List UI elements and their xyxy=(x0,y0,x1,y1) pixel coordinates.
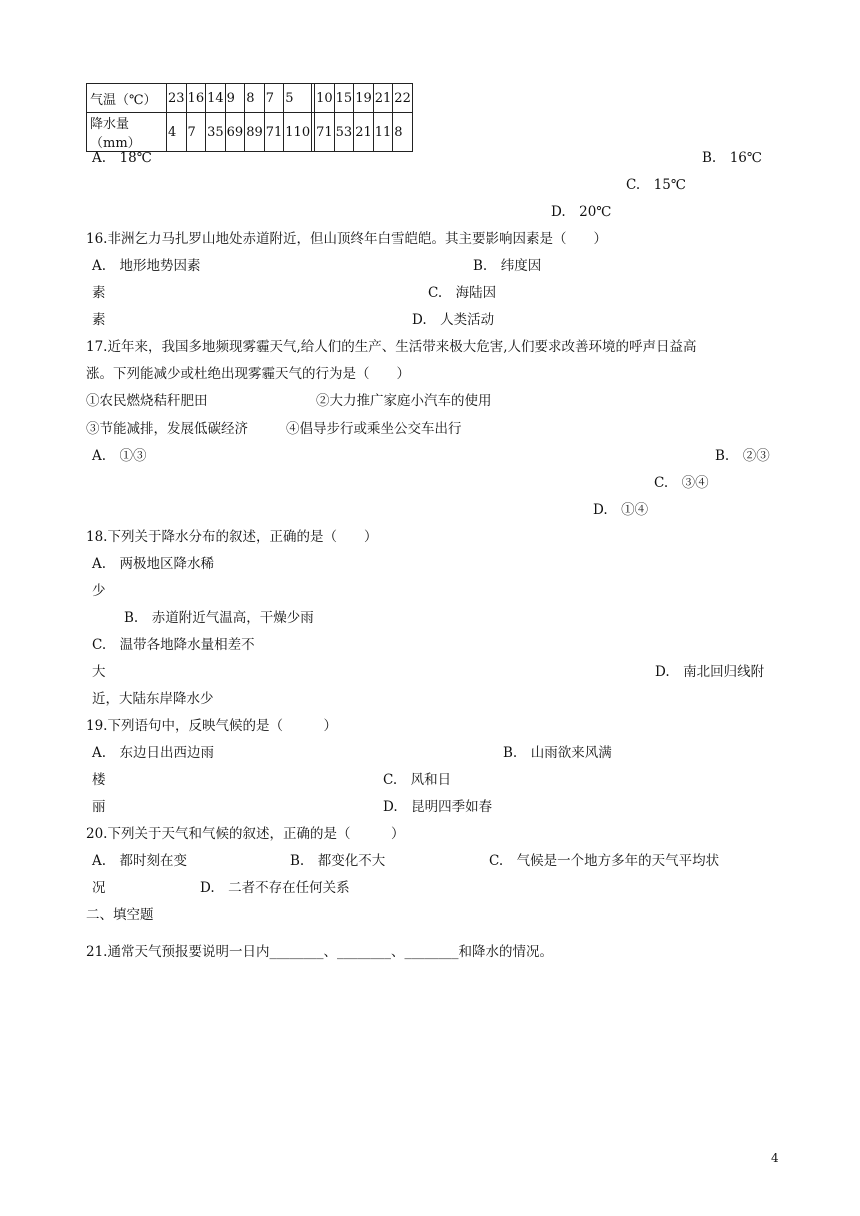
q17-stem-line1: 17.近年来，我国多地频现雾霾天气,给人们的生产、生活带来极大危害,人们要求改善环境的呼声日益高 xyxy=(86,339,697,355)
q20-option-d: D. 二者不存在任何关系 xyxy=(200,880,350,896)
q17-stem-line2: 涨。下列能减少或杜绝出现雾霾天气的行为是（ ） xyxy=(86,366,410,382)
q15-option-b: B. 16℃ xyxy=(702,150,762,166)
table-cell: 71 xyxy=(315,113,335,152)
q18-option-d: D. 南北回归线附 xyxy=(655,664,765,680)
q16-option-a: A. 地形地势因素 xyxy=(92,258,201,274)
q17-item-2: ②大力推广家庭小汽车的使用 xyxy=(316,393,492,409)
q20-option-b: B. 都变化不大 xyxy=(290,853,386,869)
q19-option-a: A. 东边日出西边雨 xyxy=(92,745,215,761)
q17-item-1: ①农民燃烧秸秆肥田 xyxy=(86,393,208,409)
page-number: 4 xyxy=(771,1151,779,1165)
q19-stem: 19.下列语句中，反映气候的是（ ） xyxy=(86,718,337,734)
q19-option-c-cont: 丽 xyxy=(92,799,106,815)
table-row-label: 气温（℃） xyxy=(87,84,167,113)
table-cell: 53 xyxy=(334,113,354,152)
table-cell: 8 xyxy=(393,113,413,152)
q18-option-a-cont: 少 xyxy=(92,583,106,599)
q16-option-d: D. 人类活动 xyxy=(412,312,495,328)
table-row xyxy=(87,113,413,152)
q17-option-b: B. ②③ xyxy=(715,448,770,464)
q20-option-c-cont: 况 xyxy=(92,880,106,896)
q18-option-c-cont: 大 xyxy=(92,664,106,680)
table-cell: 69 xyxy=(225,113,245,152)
q19-option-c: C. 风和日 xyxy=(383,772,452,788)
q17-option-d: D. ①④ xyxy=(593,502,649,518)
table-cell: 21 xyxy=(373,84,393,113)
q20-option-c: C. 气候是一个地方多年的天气平均状 xyxy=(489,853,720,869)
table-cell: 15 xyxy=(334,84,354,113)
table-cell: 110 xyxy=(284,113,312,152)
table-cell: 22 xyxy=(393,84,413,113)
q20-stem: 20.下列关于天气和气候的叙述，正确的是（ ） xyxy=(86,826,405,842)
q16-option-c: C. 海陆因 xyxy=(428,285,497,301)
q15-option-c: C. 15℃ xyxy=(626,177,686,193)
section-heading: 二、填空题 xyxy=(86,907,154,923)
q16-stem: 16.非洲乞力马扎罗山地处赤道附近，但山顶终年白雪皑皑。其主要影响因素是（ ） xyxy=(86,231,607,247)
table-cell: 7 xyxy=(186,113,206,152)
q18-option-a: A. 两极地区降水稀 xyxy=(92,556,215,572)
table-cell: 10 xyxy=(315,84,335,113)
q15-option-d: D. 20℃ xyxy=(551,204,612,220)
table-cell: 4 xyxy=(167,113,187,152)
table-cell: 16 xyxy=(186,84,206,113)
q19-option-b-cont: 楼 xyxy=(92,772,106,788)
q16-option-b: B. 纬度因 xyxy=(473,258,542,274)
q16-option-c-cont: 素 xyxy=(92,312,106,328)
table-cell: 11 xyxy=(373,113,393,152)
table-cell: 35 xyxy=(206,113,226,152)
q21-stem: 21.通常天气预报要说明一日内________、________、________和降水的情况。 xyxy=(86,944,553,960)
q16-option-b-cont: 素 xyxy=(92,285,106,301)
table-row-label: 降水量（mm） xyxy=(87,113,167,152)
q18-option-d-cont: 近，大陆东岸降水少 xyxy=(92,691,214,707)
table-cell: 19 xyxy=(354,84,374,113)
q17-option-c: C. ③④ xyxy=(654,475,709,491)
table-cell: 89 xyxy=(245,113,265,152)
q15-option-a: A. 18℃ xyxy=(92,150,152,166)
q19-option-d: D. 昆明四季如春 xyxy=(383,799,493,815)
table-cell: 23 xyxy=(167,84,187,113)
table-cell: 7 xyxy=(264,84,284,113)
table-cell: 71 xyxy=(264,113,284,152)
climate-table xyxy=(86,83,413,152)
q19-option-b: B. 山雨欲来风满 xyxy=(503,745,612,761)
table-cell: 21 xyxy=(354,113,374,152)
table-cell: 9 xyxy=(225,84,245,113)
table-row xyxy=(87,84,413,113)
q17-item-3: ③节能减排，发展低碳经济 xyxy=(86,421,248,437)
q20-option-a: A. 都时刻在变 xyxy=(92,853,188,869)
table-cell: 14 xyxy=(206,84,226,113)
table-cell: 8 xyxy=(245,84,265,113)
table-cell: 5 xyxy=(284,84,312,113)
q17-option-a: A. ①③ xyxy=(92,448,147,464)
q18-stem: 18.下列关于降水分布的叙述，正确的是（ ） xyxy=(86,529,378,545)
q18-option-b: B. 赤道附近气温高，干燥少雨 xyxy=(124,610,314,626)
q18-option-c: C. 温带各地降水量相差不 xyxy=(92,637,255,653)
q17-item-4: ④倡导步行或乘坐公交车出行 xyxy=(286,421,462,437)
